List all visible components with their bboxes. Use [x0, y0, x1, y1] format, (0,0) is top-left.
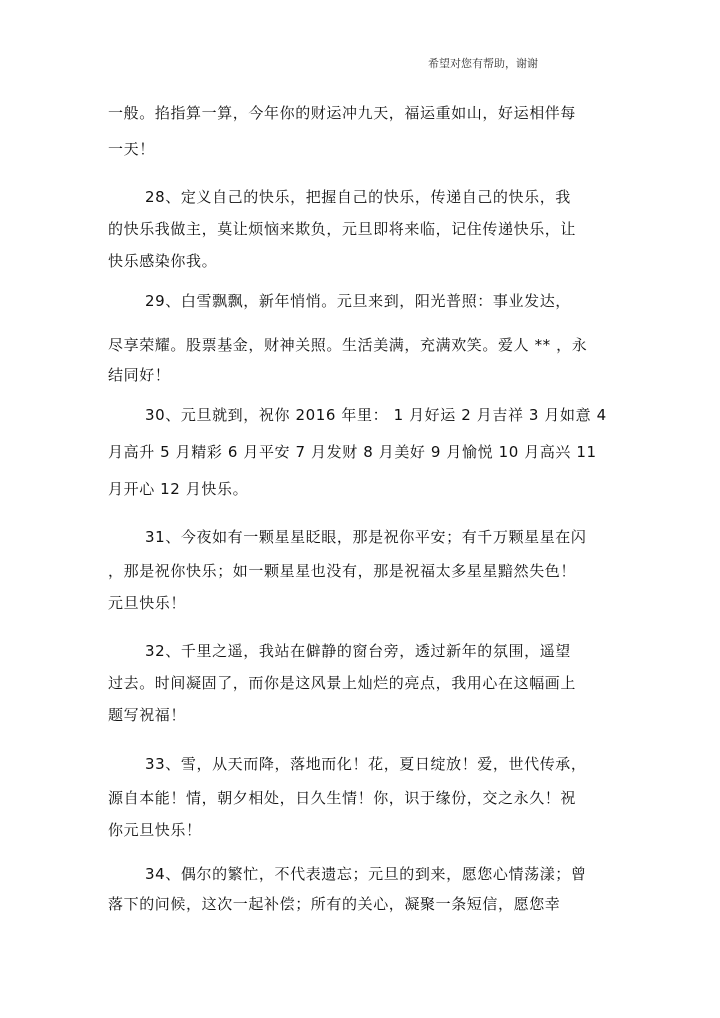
text-line: 落下的问候，这次一起补偿；所有的关心，凝聚一条短信，愿您幸 — [108, 895, 561, 913]
text-line: 28、定义自己的快乐，把握自己的快乐，传递自己的快乐，我 — [145, 188, 571, 206]
text-line: 一般。掐指算一算，今年你的财运冲九天，福运重如山，好运相伴每 — [108, 104, 577, 122]
text-line: ，那是祝你快乐；如一颗星星也没有，那是祝福太多星星黯然失色！ — [108, 562, 577, 580]
text-line: 30、元旦就到，祝你 2016 年里： 1 月好运 2 月吉祥 3 月如意 4 — [145, 406, 607, 424]
text-line: 月开心 12 月快乐。 — [108, 480, 249, 498]
text-line: 的快乐我做主，莫让烦恼来欺负，元旦即将来临，记住传递快乐，让 — [108, 220, 577, 238]
text-line: 过去。时间凝固了，而你是这风景上灿烂的亮点，我用心在这幅画上 — [108, 674, 577, 692]
text-line: 题写祝福！ — [108, 706, 187, 724]
text-line: 源自本能！情，朝夕相处，日久生情！你，识于缘份，交之永久！祝 — [108, 789, 577, 807]
text-line: 29、白雪飘飘，新年悄悄。元旦来到，阳光普照：事业发达， — [145, 292, 571, 310]
text-line: 32、千里之遥，我站在僻静的窗台旁，透过新年的氛围，遥望 — [145, 642, 571, 660]
text-line: 快乐感染你我。 — [108, 252, 218, 270]
header-note: 希望对您有帮助，谢谢 — [428, 57, 538, 70]
text-line: 一天！ — [108, 140, 155, 158]
text-line: 尽享荣耀。股票基金，财神关照。生活美满，充满欢笑。爱人 ** ，永 — [108, 336, 588, 354]
text-line: 元旦快乐！ — [108, 594, 187, 612]
text-line: 月高升 5 月精彩 6 月平安 7 月发财 8 月美好 9 月愉悦 10 月高兴 11 — [108, 443, 597, 461]
text-line: 34、偶尔的繁忙，不代表遗忘；元旦的到来，愿您心情荡漾；曾 — [145, 865, 587, 883]
text-line: 33、雪，从天而降，落地而化！花，夏日绽放！爱，世代传承， — [145, 755, 587, 773]
text-line: 你元旦快乐！ — [108, 821, 202, 839]
text-line: 31、今夜如有一颗星星眨眼，那是祝你平安；有千万颗星星在闪 — [145, 528, 587, 546]
text-line: 结同好！ — [108, 366, 171, 384]
